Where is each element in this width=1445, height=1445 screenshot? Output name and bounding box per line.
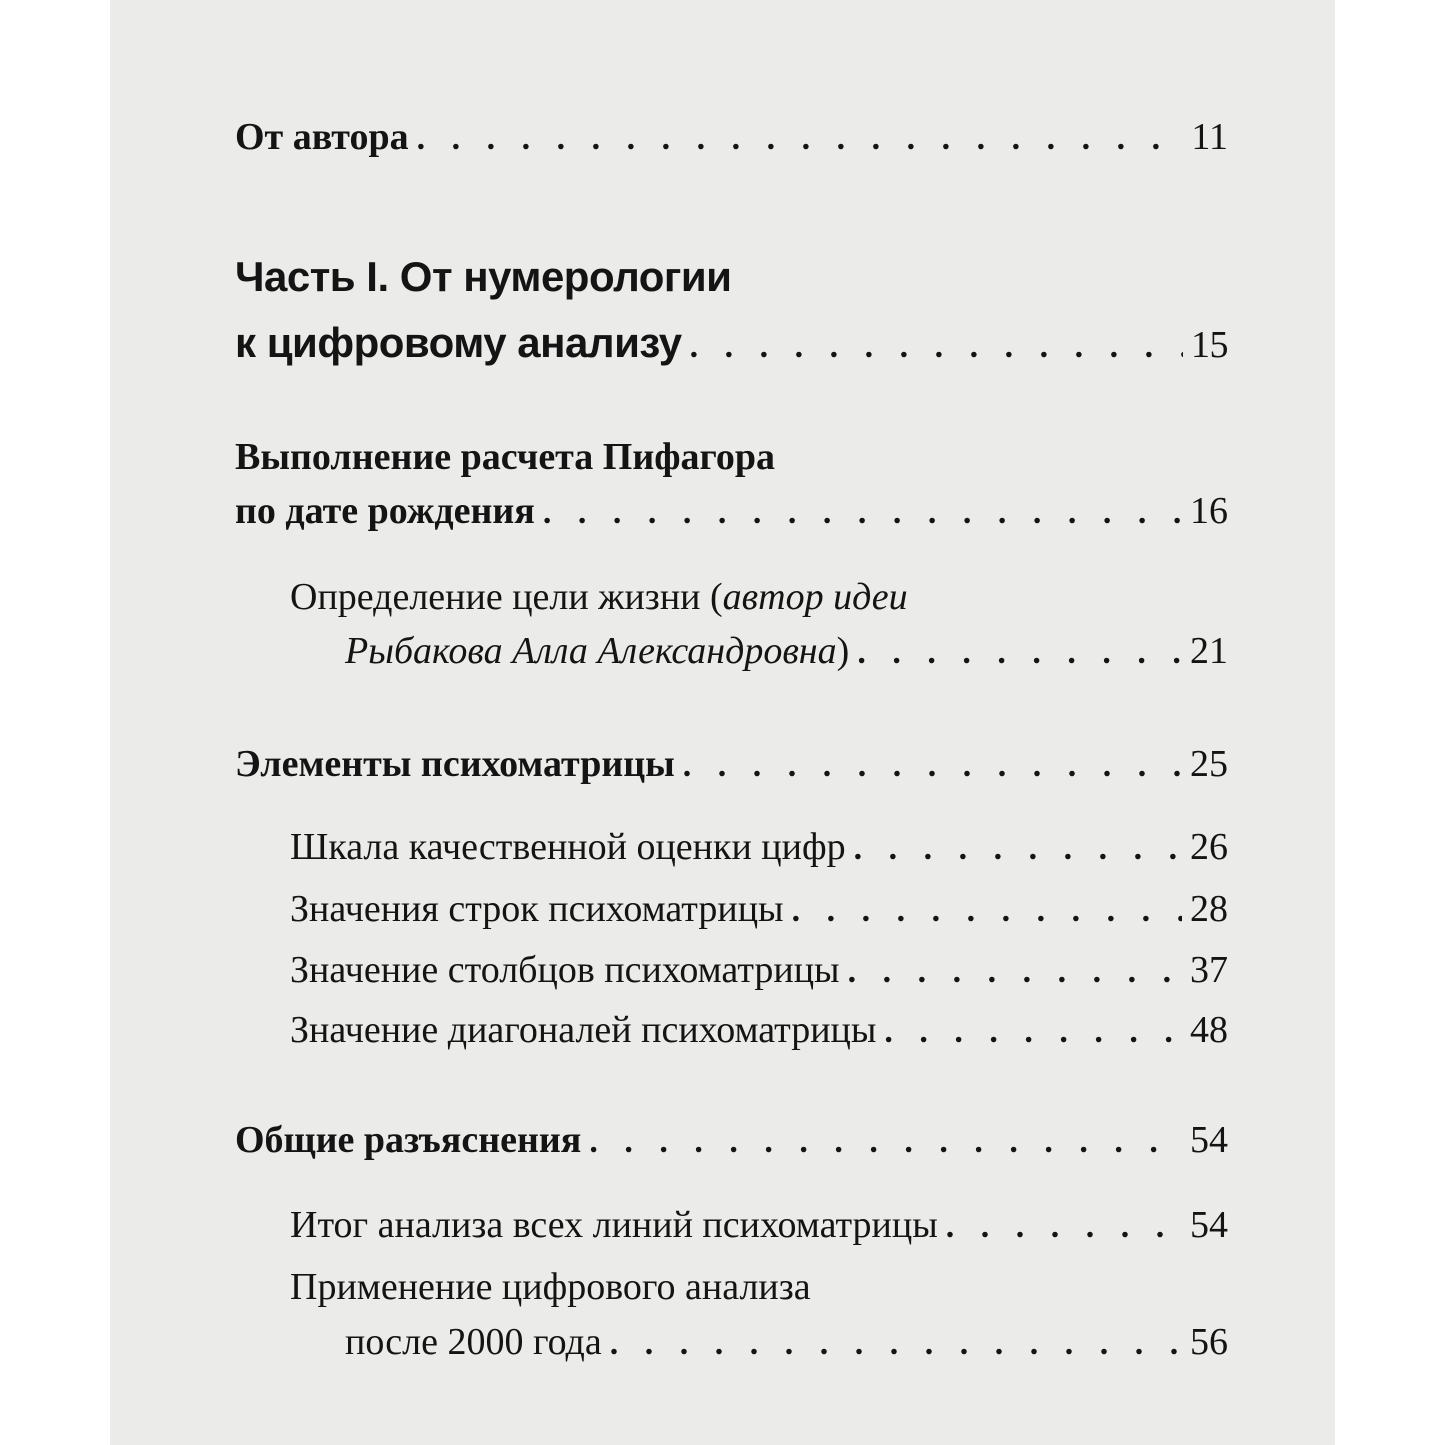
toc-entry-life-goal[interactable] — [345, 632, 1228, 670]
toc-title-italic: Рыбакова Алла Александровна — [345, 630, 837, 672]
dot-leader — [854, 832, 1182, 866]
toc-page: 25 — [1190, 743, 1228, 785]
toc-entry-application[interactable] — [345, 1323, 1228, 1361]
dot-leader — [610, 1327, 1182, 1361]
toc-title: Общие разъяснения — [235, 1119, 582, 1161]
toc-entry-summary[interactable] — [290, 1206, 1228, 1244]
dot-leader — [792, 894, 1182, 928]
toc-entry-part1[interactable] — [235, 319, 1228, 366]
toc-title: ) — [836, 630, 850, 672]
toc-page: 54 — [1190, 1204, 1228, 1246]
toc-application-line1 — [290, 1268, 1228, 1306]
toc-page: 15 — [1191, 324, 1228, 366]
toc-title: От автора — [235, 116, 409, 158]
toc-title: к цифровому анализу — [235, 319, 682, 366]
dot-leader — [683, 749, 1182, 783]
toc-entry-scale[interactable] — [290, 828, 1228, 866]
toc-part1-line1 — [235, 253, 1228, 300]
toc-page: 37 — [1190, 949, 1228, 991]
toc-entry-rows[interactable] — [290, 890, 1228, 928]
toc-title: Применение цифрового анализа — [290, 1266, 811, 1308]
dot-leader — [848, 955, 1182, 989]
toc-title: Шкала качественной оценки цифр — [290, 826, 846, 868]
toc-title-italic: автор идеи — [722, 576, 908, 618]
toc-page: 26 — [1190, 826, 1228, 868]
toc-title: Значения строк психоматрицы — [290, 888, 784, 930]
toc-page: 11 — [1191, 116, 1228, 158]
toc-page: 21 — [1190, 630, 1228, 672]
toc-title: Часть I. От нумерологии — [235, 253, 732, 300]
dot-leader — [884, 1015, 1182, 1049]
dot-leader — [589, 1125, 1182, 1159]
toc-title: по дате рождения — [235, 490, 535, 532]
toc-entry-calc[interactable] — [235, 492, 1228, 530]
toc-entry-from-author[interactable] — [235, 118, 1228, 156]
dot-leader — [690, 330, 1183, 364]
toc-page: 28 — [1190, 888, 1228, 930]
dot-leader — [417, 122, 1184, 156]
toc-life-goal-line1 — [290, 578, 1228, 616]
toc-title: Значение столбцов психоматрицы — [290, 949, 840, 991]
toc-title: Значение диагоналей психоматрицы — [290, 1009, 877, 1051]
toc-title: Итог анализа всех линий психоматрицы — [290, 1204, 938, 1246]
toc-entry-elements[interactable] — [235, 745, 1228, 783]
toc-page: 54 — [1190, 1119, 1228, 1161]
toc-page: 56 — [1190, 1321, 1228, 1363]
toc-calc-line1 — [235, 438, 1228, 476]
dot-leader — [946, 1210, 1182, 1244]
dot-leader — [857, 636, 1182, 670]
toc-page: 48 — [1190, 1009, 1228, 1051]
toc-entry-columns[interactable] — [290, 951, 1228, 989]
toc-entry-general[interactable] — [235, 1121, 1228, 1159]
toc-title: Элементы психоматрицы — [235, 743, 675, 785]
toc-title: Выполнение расчета Пифагора — [235, 436, 775, 478]
dot-leader — [543, 496, 1182, 530]
toc-title: Определение цели жизни ( — [290, 576, 723, 618]
toc-entry-diagonals[interactable] — [290, 1011, 1228, 1049]
toc-title: после 2000 года — [345, 1321, 602, 1363]
toc-page: 16 — [1190, 490, 1228, 532]
